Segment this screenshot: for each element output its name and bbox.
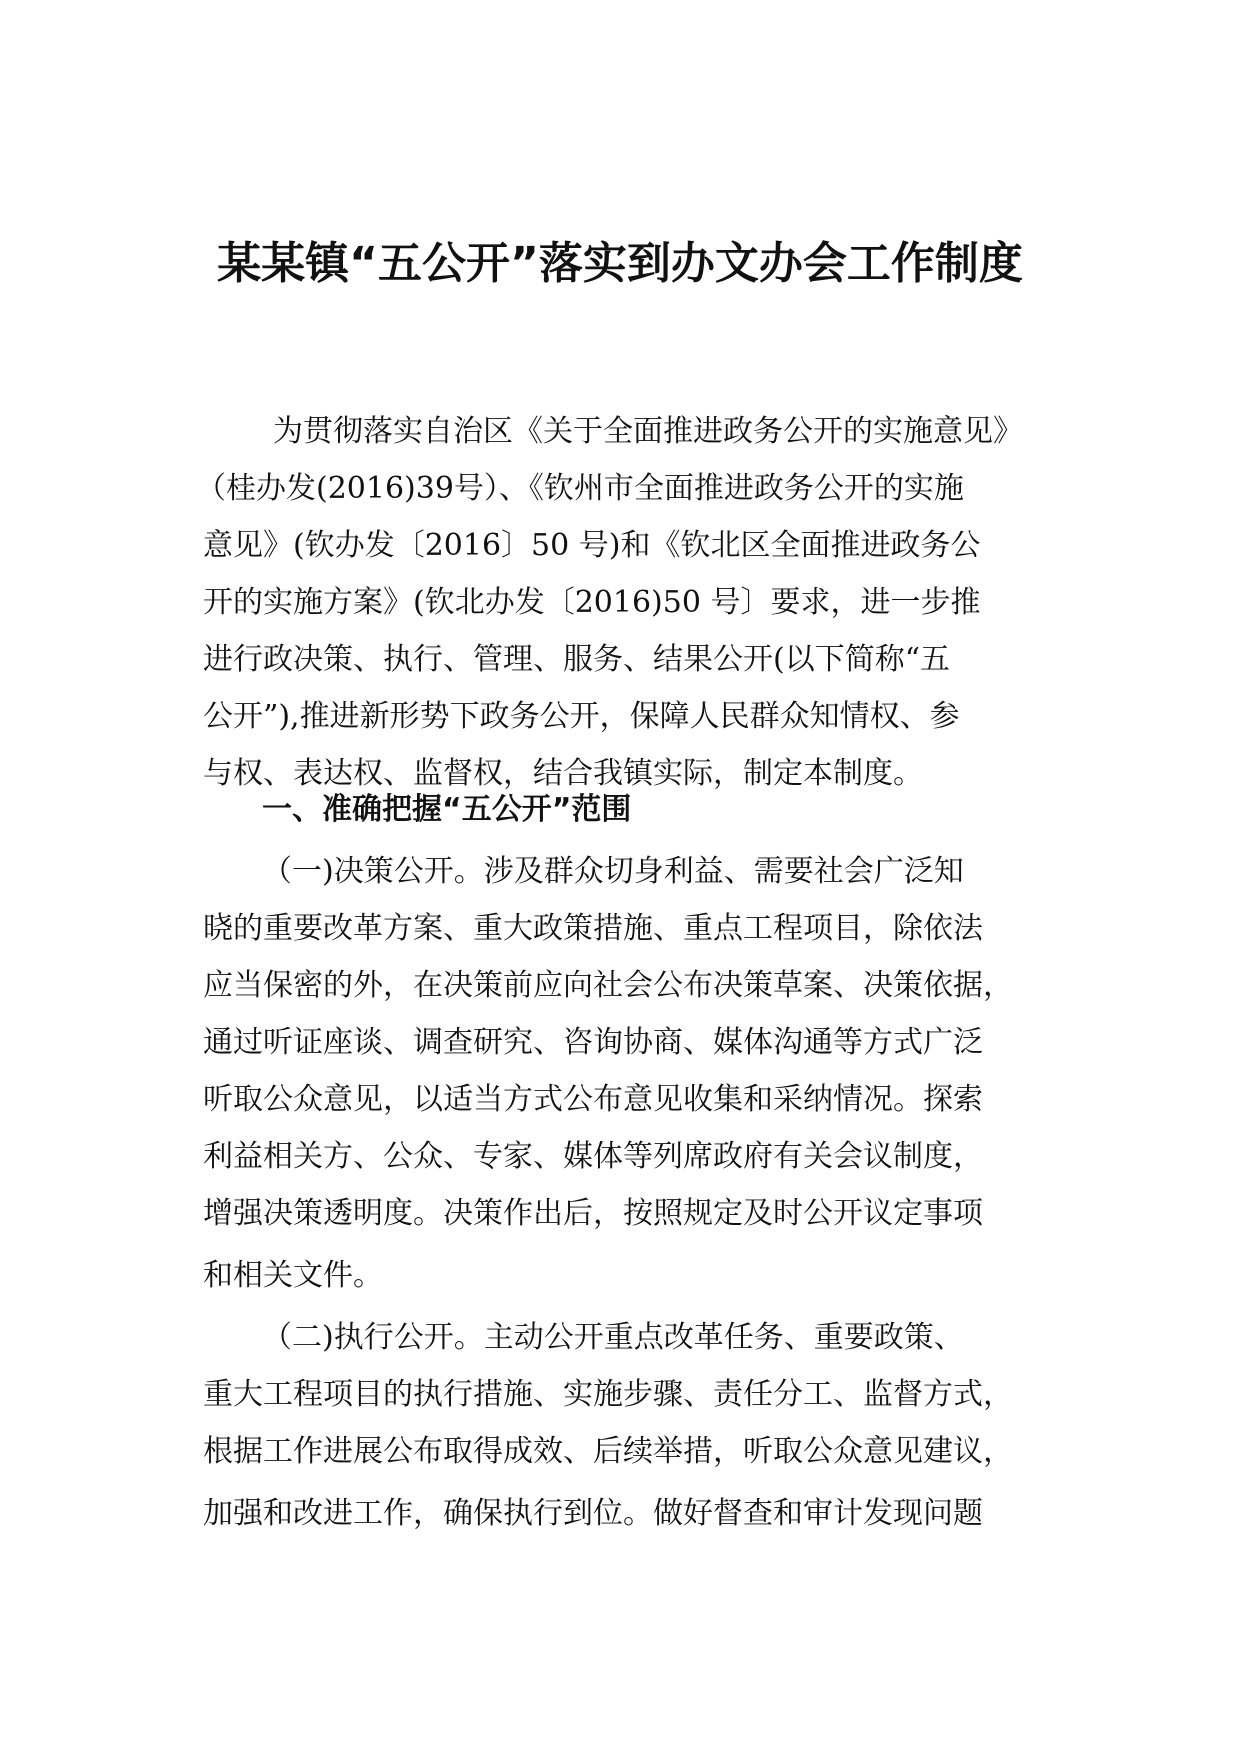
para2-line-1: （二)执行公开。主动公开重点改革任务、重要政策、 <box>262 1320 964 1355</box>
intro-line-4: 开的实施方案》(钦北办发〔2016)50 号〕要求，进一步推 <box>203 585 981 620</box>
para1-line-8: 和相关文件。 <box>203 1258 383 1293</box>
document-title: 某某镇“五公开”落实到办文办会工作制度 <box>217 238 1023 289</box>
para2-line-3: 根据工作进展公布取得成效、后续举措，听取公众意见建议， <box>203 1434 1013 1469</box>
intro-line-2: （桂办发(2016)39号）、《钦州市全面推进政务公开的实施 <box>196 471 964 506</box>
para1-line-6: 利益相关方、公众、专家、媒体等列席政府有关会议制度， <box>203 1139 983 1174</box>
para1-line-7: 增强决策透明度。决策作出后，按照规定及时公开议定事项 <box>203 1196 983 1231</box>
section-heading-1: 一、准确把握“五公开”范围 <box>262 792 632 827</box>
para1-line-4: 通过听证座谈、调查研究、咨询协商、媒体沟通等方式广泛 <box>203 1025 983 1060</box>
intro-line-1: 为贯彻落实自治区《关于全面推进政务公开的实施意见》 <box>273 414 1023 449</box>
para1-line-1: （一)决策公开。涉及群众切身利益、需要社会广泛知 <box>262 854 964 889</box>
para1-line-3: 应当保密的外，在决策前应向社会公布决策草案、决策依据， <box>203 968 1013 1003</box>
para2-line-4: 加强和改进工作，确保执行到位。做好督查和审计发现问题 <box>203 1496 983 1531</box>
intro-line-7: 与权、表达权、监督权，结合我镇实际，制定本制度。 <box>203 756 923 791</box>
intro-line-3: 意见》(钦办发〔2016〕50 号)和《钦北区全面推进政务公 <box>203 528 981 563</box>
para1-line-5: 听取公众意见，以适当方式公布意见收集和采纳情况。探索 <box>203 1082 983 1117</box>
intro-line-6: 公开”),推进新形势下政务公开，保障人民群众知情权、参 <box>203 699 960 734</box>
intro-line-5: 进行政决策、执行、管理、服务、结果公开(以下简称“五 <box>203 642 951 677</box>
para1-line-2: 晓的重要改革方案、重大政策措施、重点工程项目，除依法 <box>203 911 983 946</box>
para2-line-2: 重大工程项目的执行措施、实施步骤、责任分工、监督方式， <box>203 1377 1013 1412</box>
